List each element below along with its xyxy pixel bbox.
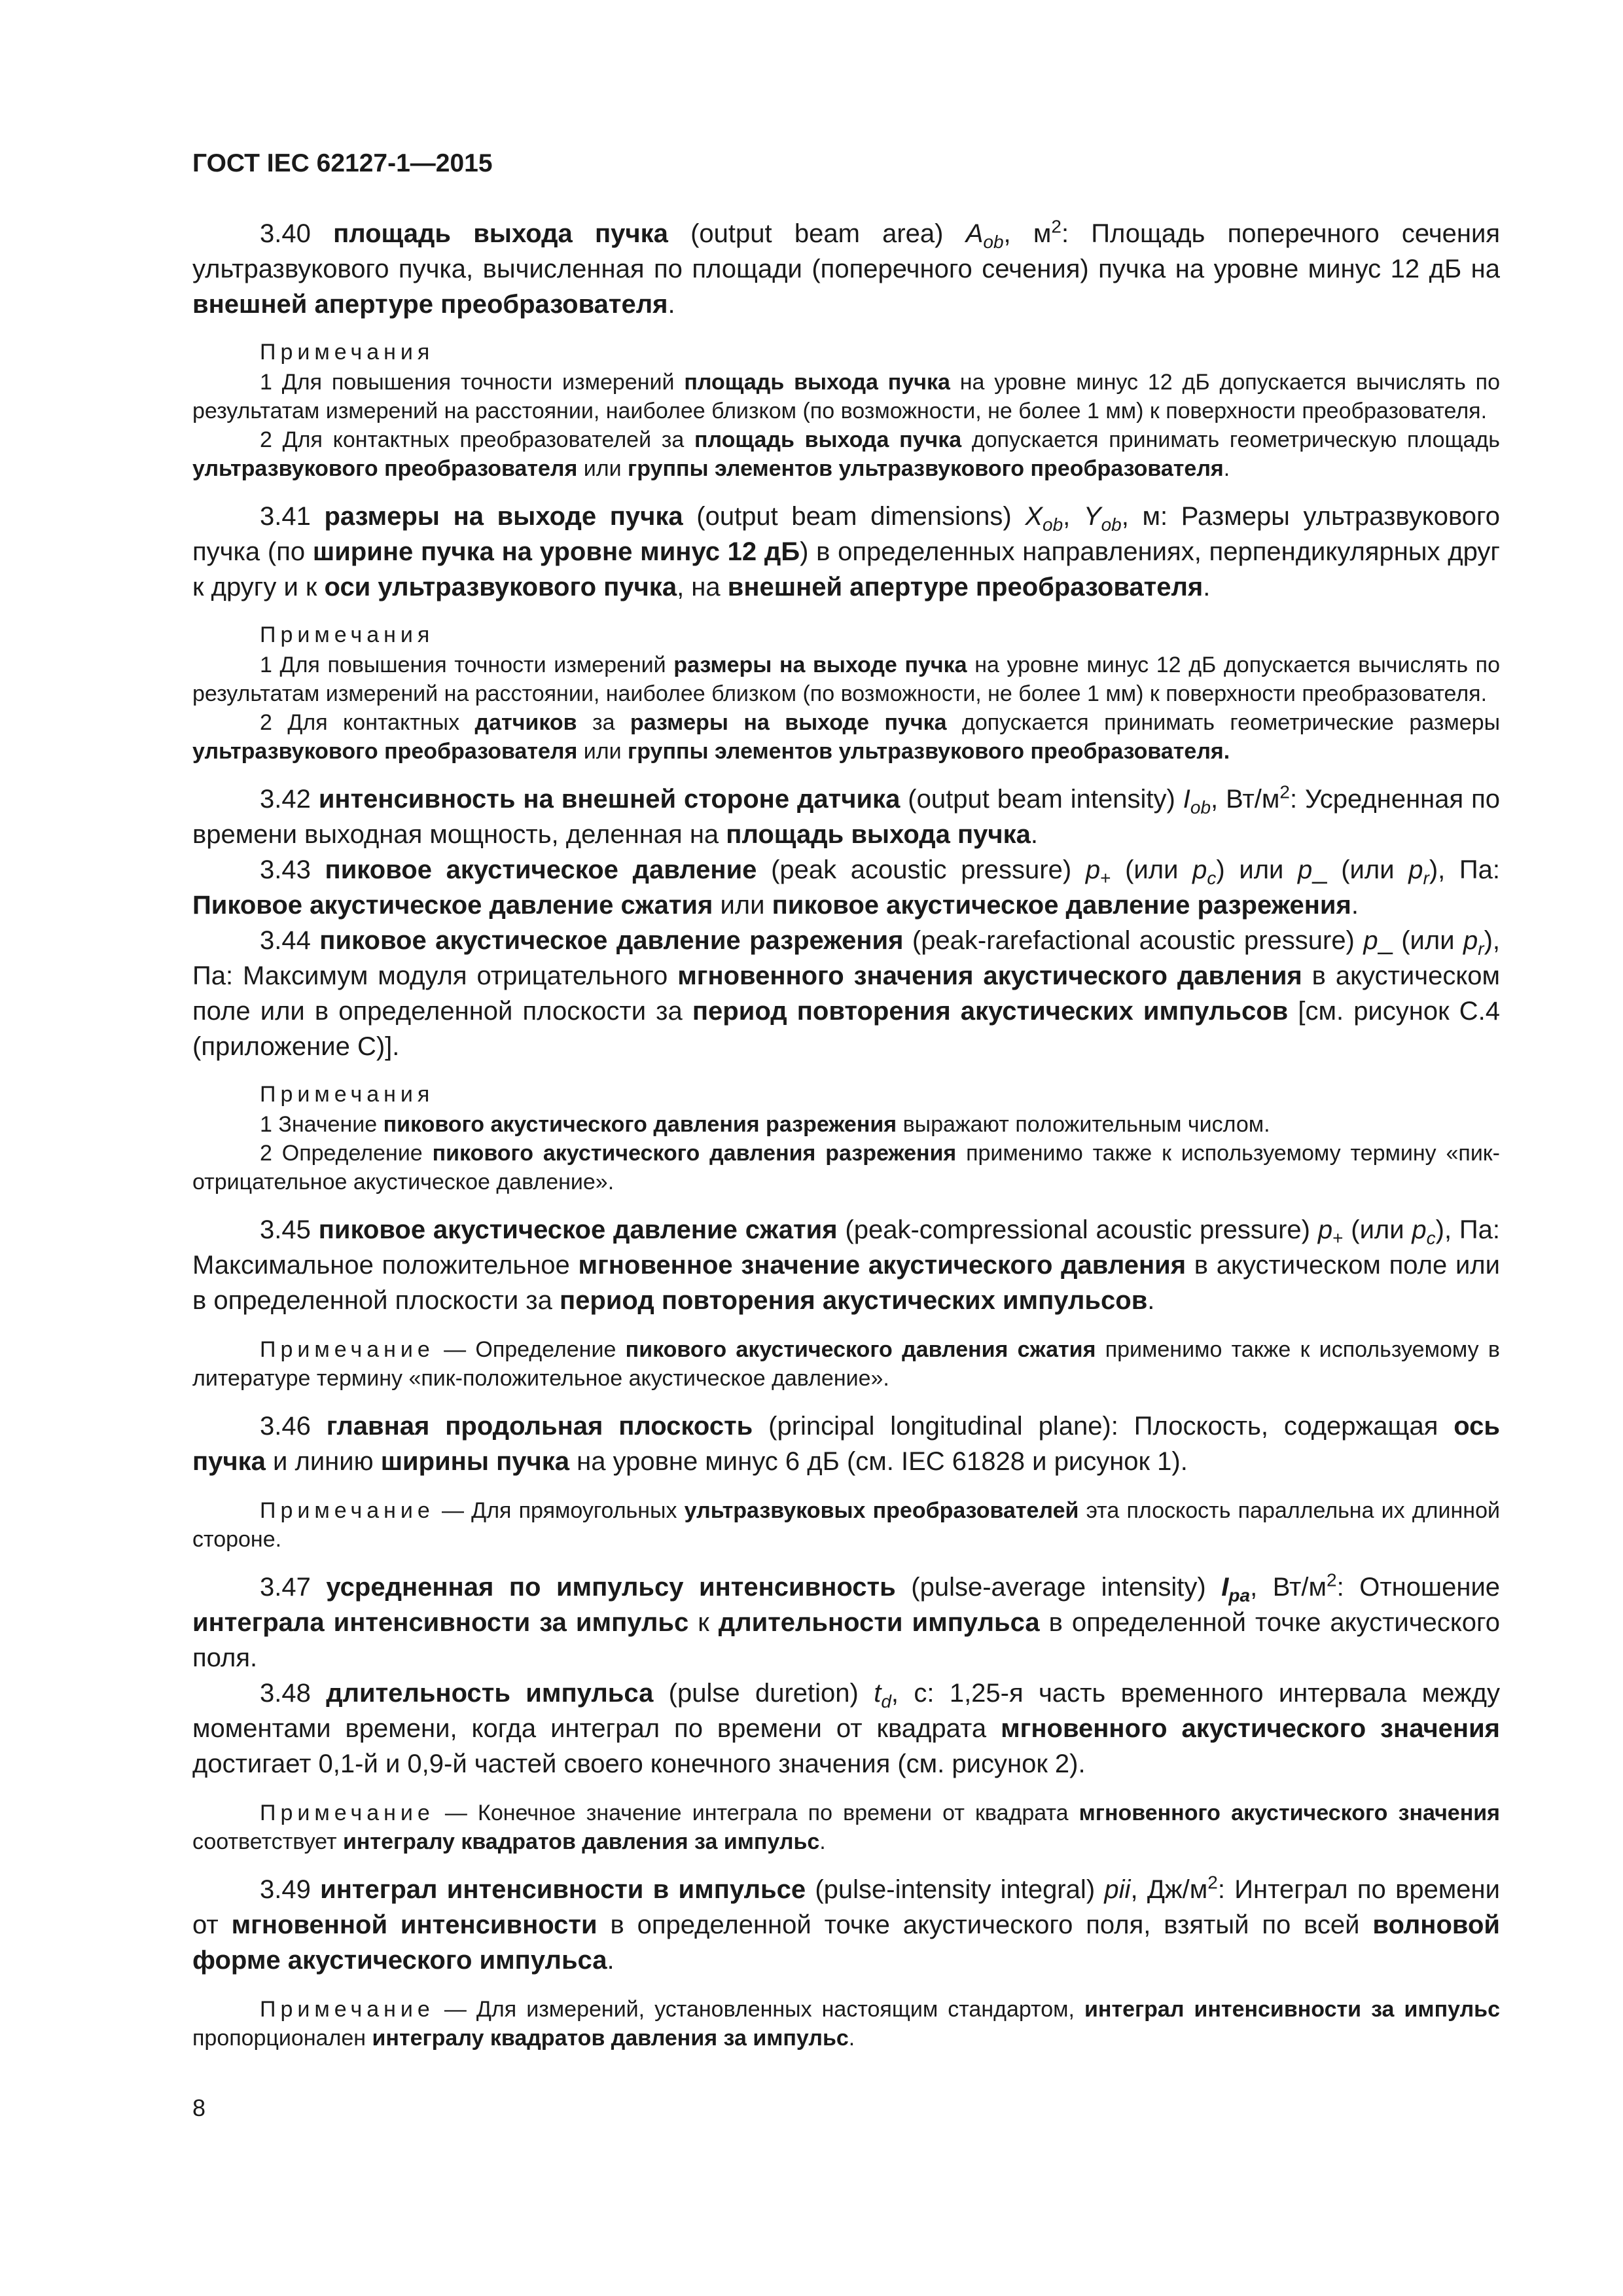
text: применимо также к используемому в литературе термину «пик-положительное акустическое давление». — [192, 1337, 1500, 1391]
term-title: пиковое акустическое давление разрежения — [319, 926, 904, 955]
text: выражают положительным числом. — [897, 1112, 1270, 1137]
note-item — [192, 1335, 1500, 1393]
symbol-subscript: d — [881, 1691, 891, 1712]
text: ) или — [1216, 855, 1298, 884]
text: — Определение — [434, 1337, 626, 1362]
text: 2 Для контактных — [260, 710, 475, 735]
text: эта плоскость параллельна их длинной стороне. — [192, 1498, 1500, 1552]
note-item — [192, 1496, 1500, 1554]
text: [см. рисунок С.4 (приложение С)]. — [192, 997, 1500, 1061]
symbol: p — [1298, 855, 1313, 884]
text: — Для прямоугольных — [434, 1498, 685, 1523]
text: или — [577, 739, 628, 764]
term-reference: датчиков — [474, 710, 577, 735]
notes-heading: Примечания — [260, 1082, 435, 1107]
term-reference: ультразвукового преобразователя — [192, 456, 578, 481]
text: . — [1223, 456, 1230, 481]
term-number: 3.44 — [260, 926, 320, 955]
term-reference: пикового акустического давления разрежения — [432, 1141, 957, 1166]
term-reference: мгновенного акустического значения — [1079, 1801, 1500, 1825]
term-reference: пикового акустического давления разрежения — [383, 1112, 897, 1137]
text: , Вт/м — [1250, 1573, 1327, 1602]
text: . — [1030, 820, 1039, 849]
text: 1 Значение — [260, 1112, 383, 1137]
text: 2 Для контактных преобразователей за — [260, 427, 694, 452]
text: , Вт/м — [1211, 785, 1280, 814]
symbol-subscript: c — [1426, 1228, 1436, 1248]
term-title: длительность импульса — [326, 1679, 654, 1708]
term-3-44 — [192, 923, 1500, 1064]
term-title: пиковое акустическое давление — [325, 855, 757, 884]
term-number: 3.47 — [260, 1573, 327, 1602]
term-reference: группы элементов ультразвукового преобразователя — [628, 456, 1224, 481]
text: на уровне минус 6 дБ (см. IEC 61828 и рисунок 1). — [569, 1447, 1188, 1476]
text: (peak acoustic pressure) — [757, 855, 1086, 884]
note-label: Примечание — [260, 1997, 435, 2022]
term-reference: площадь выхода пучка — [726, 820, 1031, 849]
term-3-45 — [192, 1212, 1500, 1318]
text: . — [848, 2026, 855, 2051]
text: пропорционален — [192, 2026, 372, 2051]
text: достигает 0,1-й и 0,9-й частей своего конечного значения (см. рисунок 2). — [192, 1749, 1086, 1778]
term-reference: интеграл интенсивности за импульс — [1084, 1997, 1500, 2022]
text: за — [577, 710, 630, 735]
text: (или — [1392, 926, 1463, 955]
term-number: 3.40 — [260, 219, 334, 248]
text: . — [1147, 1286, 1155, 1315]
text: в определенной точке акустического поля. — [192, 1608, 1501, 1672]
text: на уровне минус 12 дБ допускается вычислять по результатам измерений на расстоянии, наиболее близком (по возможности, не более 1 мм) к поверхности преобразователя. — [192, 653, 1500, 706]
term-reference: пиковое акустическое давление разрежения — [772, 891, 1351, 920]
text: (или — [1111, 855, 1193, 884]
text: (peak-rarefactional acoustic pressure) — [903, 926, 1364, 955]
unit-superscript: 2 — [1327, 1570, 1337, 1590]
term-3-48 — [192, 1676, 1500, 1782]
unit-superscript: 2 — [1279, 781, 1290, 802]
text: (output beam dimensions) — [683, 502, 1026, 531]
unit-superscript: 2 — [1051, 216, 1061, 237]
text: (или — [1343, 1215, 1412, 1244]
symbol: A — [965, 219, 984, 248]
symbol-subscript: _ — [1312, 855, 1327, 884]
text: к — [688, 1608, 719, 1637]
term-reference: размеры на выходе пучка — [630, 710, 947, 735]
symbol-subscript: ob — [1190, 797, 1211, 817]
text: . — [1351, 891, 1359, 920]
text: соответствует — [192, 1829, 343, 1854]
symbol-subscript: ob — [1101, 514, 1122, 535]
text: , м: Размеры ультразвукового пучка (по — [192, 502, 1500, 566]
term-reference: группы элементов ультразвукового преобразователя. — [628, 739, 1230, 764]
text: . — [668, 290, 675, 319]
term-reference: мгновенной интенсивности — [231, 1910, 597, 1939]
term-reference: интегралу квадратов давления за импульс — [342, 1829, 820, 1854]
term-reference: интегралу квадратов давления за импульс — [372, 2026, 849, 2051]
text: в определенной точке акустического поля, взятый по всей — [597, 1910, 1373, 1939]
note-item — [192, 425, 1500, 483]
term-number: 3.48 — [260, 1679, 327, 1708]
symbol: Y — [1083, 502, 1101, 531]
text: 1 Для повышения точности измерений — [260, 653, 674, 677]
symbol-subscript: + — [1332, 1228, 1344, 1248]
term-reference: мгновенного значения акустического давления — [677, 961, 1302, 990]
symbol: I — [1221, 1573, 1229, 1602]
term-title: главная продольная плоскость — [326, 1412, 753, 1441]
term-reference: ультразвукового преобразователя — [192, 739, 578, 764]
symbol: I — [1183, 785, 1190, 814]
note-item — [192, 651, 1500, 708]
term-reference: Пиковое акустическое давление сжатия — [192, 891, 713, 920]
term-3-46 — [192, 1408, 1500, 1479]
text: или — [713, 891, 772, 920]
symbol: p — [1463, 926, 1478, 955]
symbol-subscript: ob — [983, 232, 1004, 252]
term-reference: внешней апертуре преобразователя — [727, 573, 1204, 601]
term-title: усредненная по импульсу интенсивность — [326, 1573, 896, 1602]
text: допускается принимать геометрическую площадь — [961, 427, 1501, 452]
note-item — [192, 1995, 1500, 2053]
term-title: площадь выхода пучка — [333, 219, 668, 248]
text: . — [1203, 573, 1211, 601]
term-title: размеры на выходе пучка — [324, 502, 683, 531]
symbol: X — [1025, 502, 1043, 531]
document-body — [192, 216, 1500, 2053]
text: (pulse duretion) — [653, 1679, 874, 1708]
term-reference: ширины пучка — [380, 1447, 569, 1476]
symbol: p — [1412, 1215, 1427, 1244]
symbol-subscript: + — [1100, 868, 1111, 888]
page-number: 8 — [192, 2094, 206, 2121]
note-item — [192, 708, 1500, 766]
text: , — [1063, 502, 1084, 531]
text: : Площадь поперечного сечения ультразвукового пучка, вычисленная по площади (поперечного сечения) пучка на уровне минус 12 дБ на — [192, 219, 1501, 283]
term-number: 3.49 — [260, 1875, 321, 1904]
text: (principal longitudinal plane): Плоскость, содержащая — [753, 1412, 1454, 1441]
text: — Конечное значение интеграла по времени от квадрата — [434, 1801, 1079, 1825]
symbol: p — [1408, 855, 1423, 884]
term-number: 3.42 — [260, 785, 319, 814]
term-reference: длительности импульса — [718, 1608, 1040, 1637]
term-reference: площадь выхода пучка — [694, 427, 962, 452]
text: и линию — [265, 1447, 381, 1476]
text: ), Па: — [1429, 855, 1501, 884]
text: (или — [1327, 855, 1409, 884]
term-3-42 — [192, 781, 1500, 852]
text: в акустическом поле или в определенной плоскости за — [192, 961, 1501, 1026]
text: (pulse-intensity integral) — [806, 1875, 1105, 1904]
term-3-43 — [192, 852, 1500, 923]
term-number: 3.45 — [260, 1215, 319, 1244]
text: допускается принимать геометрические размеры — [946, 710, 1501, 735]
symbol: p — [1363, 926, 1378, 955]
text: . — [607, 1946, 615, 1975]
symbol: t — [874, 1679, 882, 1708]
term-reference: размеры на выходе пучка — [673, 653, 967, 677]
term-reference: оси ультразвукового пучка — [324, 573, 677, 601]
term-reference: период повторения акустических импульсов — [692, 997, 1289, 1026]
text: на уровне минус 12 дБ допускается вычислять по результатам измерений на расстоянии, наиболее близком (по возможности, не более 1 мм) к поверхности преобразователя. — [192, 370, 1500, 423]
symbol-subscript: pa — [1228, 1585, 1251, 1605]
note-item — [192, 1139, 1500, 1196]
text: (peak-compressional acoustic pressure) — [837, 1215, 1318, 1244]
term-reference: ультразвуковых преобразователей — [684, 1498, 1079, 1523]
text: , на — [677, 573, 728, 601]
text: , Дж/м — [1130, 1875, 1208, 1904]
text: (pulse-average intensity) — [895, 1573, 1222, 1602]
term-number: 3.43 — [260, 855, 325, 884]
term-3-41 — [192, 499, 1500, 605]
text: ) в определенных направлениях, перпендикулярных друг к другу и к — [192, 537, 1501, 601]
text: 1 Для повышения точности измерений — [260, 370, 685, 395]
term-number: 3.46 — [260, 1412, 327, 1441]
term-reference: ширине пучка на уровне минус 12 дБ — [312, 537, 800, 566]
term-reference: пикового акустического давления сжатия — [625, 1337, 1096, 1362]
text: , м — [1003, 219, 1052, 248]
text: применимо также к используемому термину «пик-отрицательное акустическое давление». — [192, 1141, 1501, 1194]
term-3-49 — [192, 1872, 1500, 1978]
note-item — [192, 1799, 1500, 1856]
note-label: Примечание — [260, 1801, 435, 1825]
symbol: p — [1192, 855, 1207, 884]
text: . — [819, 1829, 826, 1854]
text: ), Па: Максимум модуля отрицательного — [192, 926, 1501, 990]
text: (output beam area) — [668, 219, 966, 248]
term-reference: мгновенного акустического значения — [1001, 1714, 1500, 1743]
symbol: pii — [1104, 1875, 1131, 1904]
note-label: Примечание — [260, 1498, 435, 1523]
term-number: 3.41 — [260, 502, 325, 531]
text: 2 Определение — [260, 1141, 433, 1166]
term-reference: ось пучка — [192, 1412, 1500, 1476]
notes-heading: Примечания — [260, 622, 435, 647]
term-reference: площадь выхода пучка — [684, 370, 950, 395]
note-label: Примечание — [260, 1337, 435, 1362]
symbol-subscript: r — [1423, 868, 1429, 888]
text: , с: 1,25-я часть временного интервала между моментами времени, когда интеграл по времени от квадрата — [192, 1679, 1500, 1743]
term-title: пиковое акустическое давление сжатия — [318, 1215, 838, 1244]
text: : Отношение — [1336, 1573, 1501, 1602]
term-reference: внешней апертуре преобразователя — [192, 290, 668, 319]
term-reference: волновой форме акустического импульса — [192, 1910, 1500, 1975]
term-3-40 — [192, 216, 1500, 322]
term-title: интеграл интенсивности в импульсе — [320, 1875, 806, 1904]
symbol-subscript: r — [1478, 939, 1484, 959]
symbol-subscript: _ — [1378, 926, 1393, 955]
text: или — [577, 456, 628, 481]
text: (output beam intensity) — [900, 785, 1183, 814]
term-reference: период повторения акустических импульсов — [559, 1286, 1148, 1315]
term-3-47 — [192, 1570, 1500, 1676]
term-reference: интеграла интенсивности за импульс — [192, 1608, 689, 1637]
text: — Для измерений, установленных настоящим стандартом, — [434, 1997, 1084, 2022]
symbol: p — [1085, 855, 1101, 884]
symbol-subscript: c — [1207, 868, 1217, 888]
note-item — [192, 1110, 1500, 1139]
text: в акустическом поле или в определенной плоскости за — [192, 1251, 1500, 1315]
unit-superscript: 2 — [1207, 1872, 1218, 1893]
text: : Усредненная по времени выходная мощность, деленная на — [192, 785, 1501, 849]
text: ), Па: Максимальное положительное — [192, 1215, 1501, 1280]
note-item — [192, 368, 1500, 425]
symbol: p — [1317, 1215, 1333, 1244]
term-reference: мгновенное значение акустического давления — [578, 1251, 1186, 1280]
document-header: ГОСТ IEC 62127-1—2015 — [192, 149, 493, 177]
term-title: интенсивность на внешней стороне датчика — [318, 785, 901, 814]
notes-heading: Примечания — [260, 340, 435, 365]
symbol-subscript: ob — [1043, 514, 1063, 535]
text: : Интеграл по времени от — [192, 1875, 1500, 1939]
